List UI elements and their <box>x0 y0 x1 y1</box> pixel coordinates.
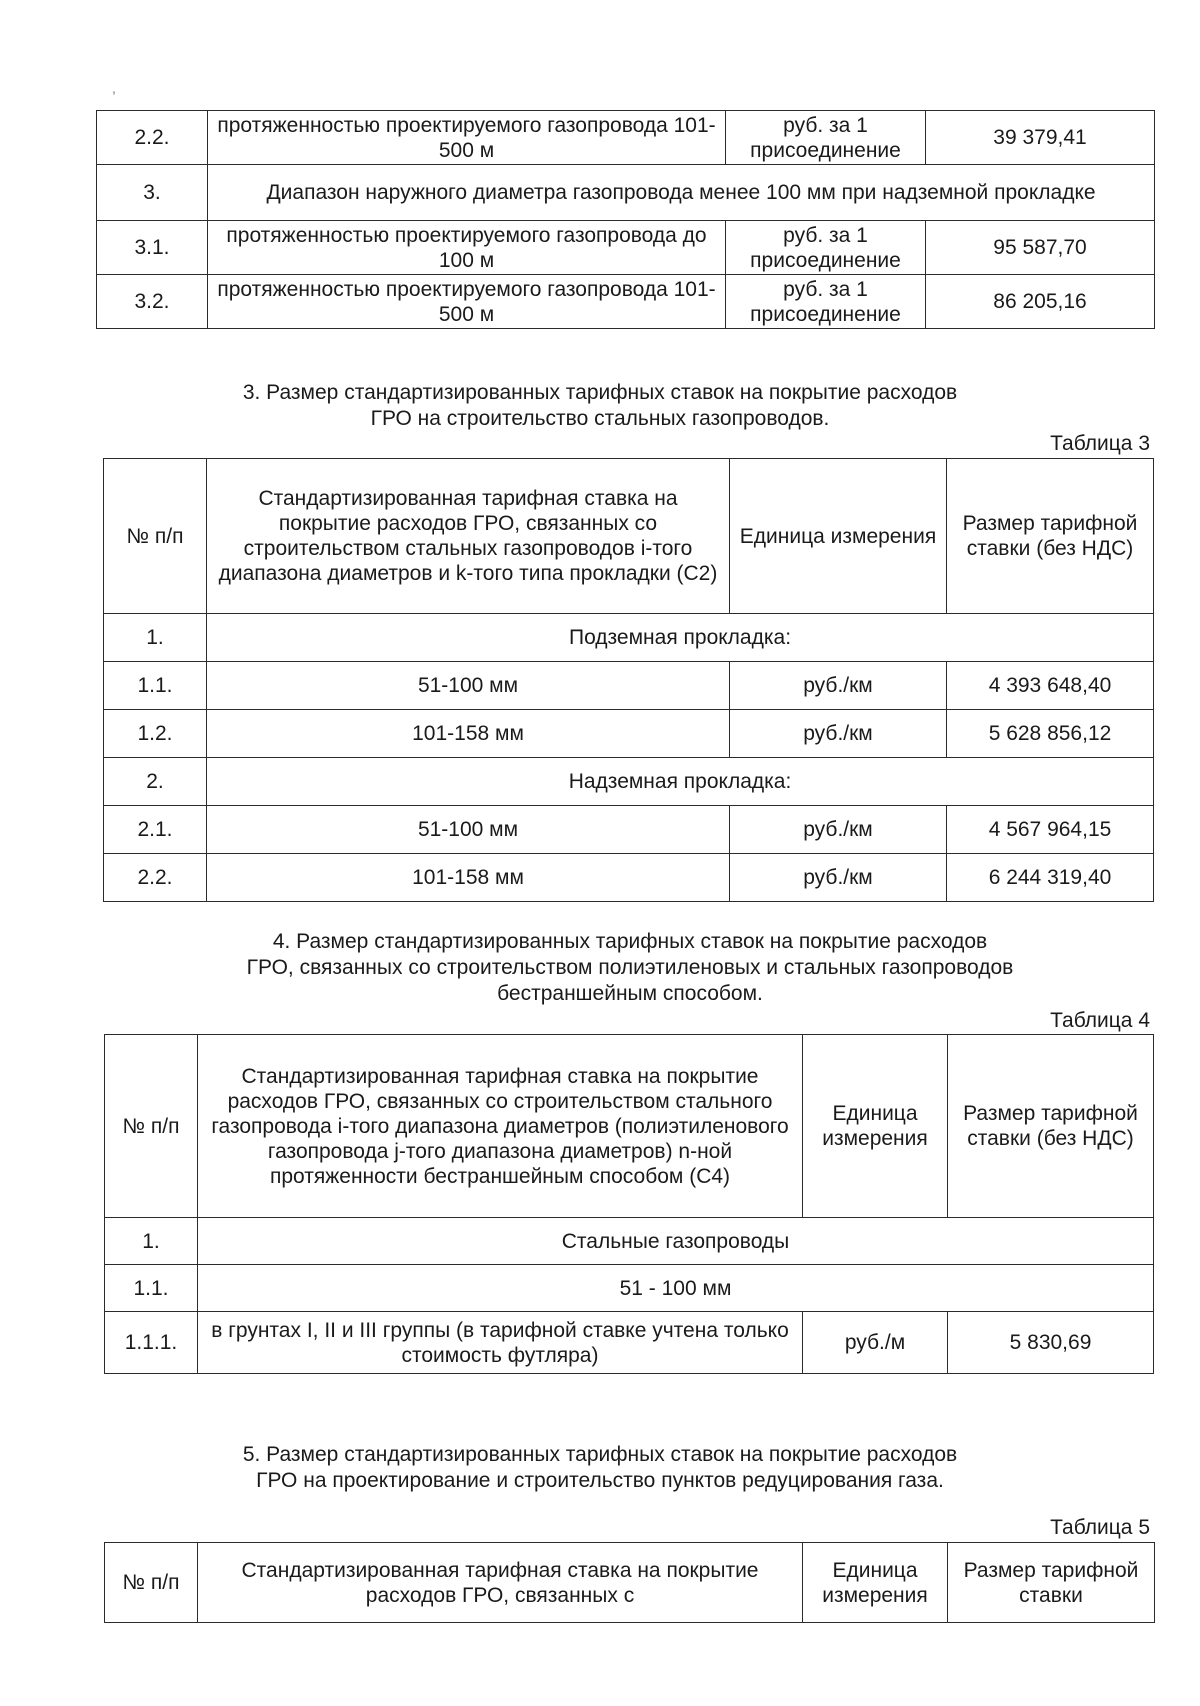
row-number: 3. <box>97 165 208 221</box>
row-description: 101-158 мм <box>207 854 730 902</box>
header-number: № п/п <box>105 1035 198 1218</box>
heading-line: 3. Размер стандартизированных тарифных ставок на покрытие расходов <box>242 381 958 404</box>
section-4-heading <box>150 929 1110 1007</box>
row-number: 2.2. <box>104 854 207 902</box>
row-unit: руб. за 1 присоединение <box>726 111 926 165</box>
heading-line: 5. Размер стандартизированных тарифных ставок на покрытие расходов <box>242 1443 958 1466</box>
row-description: в грунтах I, II и III группы (в тарифной ставке учтена только стоимость футляра) <box>198 1312 803 1374</box>
table-row <box>104 758 1154 806</box>
table-row <box>104 614 1154 662</box>
table-5-label: Таблица 5 <box>1050 1516 1150 1539</box>
row-number: 1.1.1. <box>105 1312 198 1374</box>
row-number: 1.1. <box>104 662 207 710</box>
table-row <box>104 662 1154 710</box>
heading-line: бестраншейным способом. <box>497 982 763 1005</box>
table-header-row <box>104 459 1154 614</box>
row-unit: руб./км <box>730 710 947 758</box>
row-description: протяженностью проектируемого газопровода 101-500 м <box>208 111 726 165</box>
table-3-label: Таблица 3 <box>1050 432 1150 455</box>
section-title: Стальные газопроводы <box>198 1218 1154 1265</box>
row-description: 51-100 мм <box>207 662 730 710</box>
header-value: Размер тарифной ставки <box>948 1543 1155 1623</box>
table-row <box>104 806 1154 854</box>
row-value: 4 393 648,40 <box>947 662 1154 710</box>
row-number: 2.1. <box>104 806 207 854</box>
table-row <box>97 111 1155 165</box>
header-number: № п/п <box>104 459 207 614</box>
header-unit: Единица измерения <box>730 459 947 614</box>
section-3-heading <box>150 380 1050 432</box>
table-header-row <box>105 1543 1155 1623</box>
heading-line: 4. Размер стандартизированных тарифных ставок на покрытие расходов <box>272 930 988 953</box>
row-unit: руб./м <box>803 1312 948 1374</box>
row-value: 5 628 856,12 <box>947 710 1154 758</box>
row-number: 1. <box>105 1218 198 1265</box>
table-row <box>105 1312 1154 1374</box>
table-4 <box>104 1034 1154 1374</box>
header-unit: Единица измерения <box>803 1543 948 1623</box>
row-unit: руб. за 1 присоединение <box>726 221 926 275</box>
section-title: 51 - 100 мм <box>198 1265 1154 1312</box>
row-value: 4 567 964,15 <box>947 806 1154 854</box>
table-row <box>97 275 1155 329</box>
row-description: протяженностью проектируемого газопровода 101-500 м <box>208 275 726 329</box>
row-number: 2.2. <box>97 111 208 165</box>
table-4-label: Таблица 4 <box>1050 1009 1150 1032</box>
table-5 <box>104 1542 1155 1623</box>
scan-speck: , <box>112 80 116 96</box>
row-unit: руб./км <box>730 854 947 902</box>
table-3 <box>103 458 1154 902</box>
table-row <box>104 854 1154 902</box>
table-row <box>104 710 1154 758</box>
heading-line: ГРО на строительство стальных газопроводов. <box>370 407 830 430</box>
row-unit: руб./км <box>730 662 947 710</box>
table-header-row <box>105 1035 1154 1218</box>
row-number: 3.2. <box>97 275 208 329</box>
header-unit: Единица измерения <box>803 1035 948 1218</box>
row-number: 1.1. <box>105 1265 198 1312</box>
row-number: 1. <box>104 614 207 662</box>
row-number: 3.1. <box>97 221 208 275</box>
heading-line: ГРО, связанных со строительством полиэтиленовых и стальных газопроводов <box>246 956 1014 979</box>
table-row <box>105 1218 1154 1265</box>
section-5-heading <box>150 1442 1050 1494</box>
header-description: Стандартизированная тарифная ставка на покрытие расходов ГРО, связанных с <box>198 1543 803 1623</box>
section-title: Подземная прокладка: <box>207 614 1154 662</box>
top-table <box>96 110 1155 329</box>
header-value: Размер тарифной ставки (без НДС) <box>947 459 1154 614</box>
row-value: 39 379,41 <box>926 111 1155 165</box>
row-value: 86 205,16 <box>926 275 1155 329</box>
row-value: 6 244 319,40 <box>947 854 1154 902</box>
section-title: Диапазон наружного диаметра газопровода менее 100 мм при надземной прокладке <box>208 165 1155 221</box>
row-description: 51-100 мм <box>207 806 730 854</box>
header-value: Размер тарифной ставки (без НДС) <box>948 1035 1154 1218</box>
row-unit: руб. за 1 присоединение <box>726 275 926 329</box>
section-title: Надземная прокладка: <box>207 758 1154 806</box>
header-description: Стандартизированная тарифная ставка на покрытие расходов ГРО, связанных со строительством стальных газопроводов i-того диапазона диаметров и k-того типа прокладки (С2) <box>207 459 730 614</box>
header-description: Стандартизированная тарифная ставка на покрытие расходов ГРО, связанных со строительством стального газопровода i-того диапазона диаметров (полиэтиленового газопровода j-того диапазона диаметров) n-ной протяженности бестраншейным способом (С4) <box>198 1035 803 1218</box>
table-row <box>97 221 1155 275</box>
row-number: 1.2. <box>104 710 207 758</box>
row-value: 95 587,70 <box>926 221 1155 275</box>
heading-line: ГРО на проектирование и строительство пунктов редуцирования газа. <box>256 1469 944 1492</box>
header-number: № п/п <box>105 1543 198 1623</box>
row-unit: руб./км <box>730 806 947 854</box>
table-row <box>97 165 1155 221</box>
row-description: 101-158 мм <box>207 710 730 758</box>
row-number: 2. <box>104 758 207 806</box>
row-value: 5 830,69 <box>948 1312 1154 1374</box>
table-row <box>105 1265 1154 1312</box>
row-description: протяженностью проектируемого газопровода до 100 м <box>208 221 726 275</box>
